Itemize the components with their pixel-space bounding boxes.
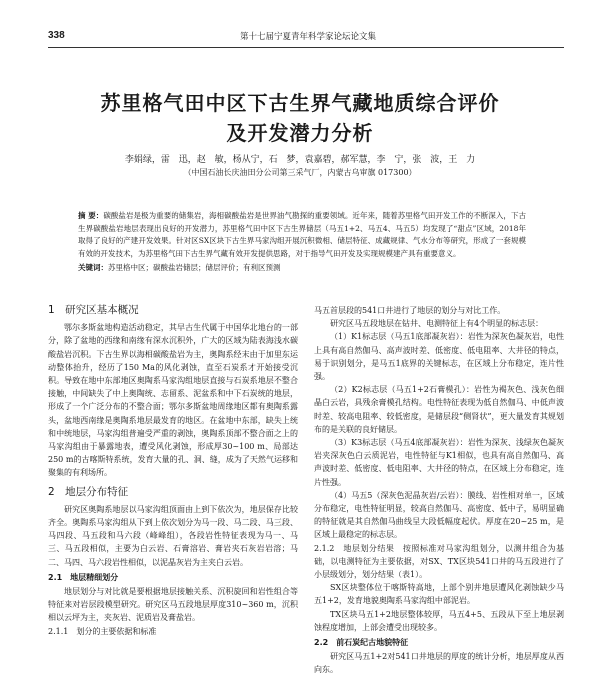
right-paragraph-2: 研究区马五段地层在钻井、电测特征上有4个明显的标志层： (330, 319, 544, 329)
header-rule (48, 47, 564, 48)
affiliation: （中国石油长庆油田分公司第三采气厂，内蒙古乌审旗 017300） (183, 168, 417, 177)
running-title: 第十七届宁夏青年科学家论坛论文集 (240, 31, 377, 41)
subsubsection-heading-2-1-1: 2.1.1 划分的主要依据和标准 (48, 626, 157, 636)
paper-title-line-2: 及开发潜力分析 (226, 121, 374, 145)
keywords (78, 262, 526, 274)
right-column (314, 304, 564, 677)
author-list: 李娟绿，雷 迅，赵 敏，杨从宁，石 梦，袁嘉碧，郝军慧，李 宁，张 波，王 力 (124, 155, 476, 165)
abstract (78, 210, 526, 260)
right-paragraph-1: 马五首层段的541口井进行了地层的划分与对比工作。 (314, 306, 506, 315)
subsection-2-2-paragraph: 研究区马五1+2对541口井地层的厚度的统计分析，地层厚度从西向东。 (314, 652, 564, 675)
abstract-text: 碳酸盐岩是极为重要的储集岩，海相碳酸盐岩是世界油气勘探的重要领域。近年来，随着苏里格气田开发工作的不断深入，下古生界碳酸盐岩地层表现出良好的开发潜力，苏里格气田中区下古生界储层（马五1+2、马五4、马五5）均发现了“甜点”区域，2018年取得了良好的产建开发效果。针对区SX区块下古生界马家沟组开展沉积微相、储层特征、成藏规律、气水分布等研究，形成了一套规模有效的开发技术，为苏里格气田下古生界气藏有效开发提供思路，对于指导气田开发及实现规模建产具有重要意义。 (78, 211, 526, 258)
page-number: 338 (48, 30, 65, 41)
marker-ma55: （4）马五5（深灰色泥晶灰岩/云岩）：膜线、岩性相对单一，区域分布稳定，电性特征明显，较高自然伽马、高密度、低中子，易明显确的特征就是其自然伽马曲线呈大段低幅度起伏。厚度在20~25 m，是区域上最稳定的标志层。 (314, 490, 564, 540)
marker-k3: （3）K3标志层（马五4底部凝灰岩）：岩性为深灰、浅绿灰色凝灰岩夹深灰色白云质泥岩，电性特征与K1相似，也具有高自然伽马、高声波时差、低密度、低电阻率、大井径的特点，在区域上分布稳定，连片性强。 (314, 438, 564, 487)
subsection-2-1-paragraph: 地层划分与对比就是要根据地层接触关系、沉积旋回和岩性组合等特征来对岩层段模型研究。研究区马五段地层厚度310~360 m，沉积相以云坪为主，夹灰岩、泥质岩及膏盐岩。 (48, 587, 298, 623)
running-header (48, 30, 564, 46)
section-2-paragraph: 研究区奥陶系地层以马家沟组顶面由上到下依次为，地层保存比较齐全。奥陶系马家沟组从下到上依次划分为马一段、马二段、马三段、马四段、马五段和马六段（峰峰组），各段岩性特征表现为马一、马三、马五段相似，主要为白云岩、石膏溶岩、膏岩夹石灰岩岩溶；马二、马四、马六段岩性相似，以泥晶灰岩为主夹白云岩。 (48, 504, 298, 567)
sx-block-paragraph: SX区块整体位于喀斯特高地，上部个别井地层遭风化剥蚀缺少马五1+2，发育地貌奥陶系马家沟组中部泥岩。 (314, 583, 564, 606)
keywords-text: 苏里格中区；碳酸盐岩储层；储层评价；有利区预测 (108, 263, 281, 272)
section-heading-1: 1 研究区基本概况 (48, 304, 139, 316)
keywords-label: 关键词： (78, 263, 108, 272)
left-column (48, 304, 298, 638)
marker-k2: （2）K2标志层（马五1+2石膏模孔）：岩性为褐灰色、浅灰色细晶白云岩，具残余膏模孔结构。电性特征表现为低自然伽马、中低声波时差、较高电阻率、较低密度，是储层段“侧肾状”，更大量发育其规划布的是关联的良好储层。 (314, 385, 564, 434)
marker-k1: （1）K1标志层（马五1底部凝灰岩）：岩性为深灰色凝灰岩，电性上具有高自然伽马、高声波时差、低密度、低电阻率、大井径的特点，易于识别划分，是马五1底界的关键标志，在区域上分布稳定，连片性强。 (314, 332, 564, 382)
abstract-label: 摘 要： (78, 211, 104, 220)
subsection-heading-2-1: 2.1 地层精细划分 (48, 572, 119, 582)
subsection-heading-2-2: 2.2 前石炭纪古地貌特征 (314, 638, 409, 648)
subsection-2-1-2: 2.1.2 地层划分结果 按照标准对马家沟组划分，以测井组合为基础，以电测特征为主要依据，对SX、TX区块541口井的马五段进行了小层级划分，划分结果（表1）。 (314, 543, 564, 580)
section-heading-2: 2 地层分布特征 (48, 485, 129, 498)
section-1-paragraph: 鄂尔多斯盆地构造活动稳定，其早古生代属于中国华北地台的一部分，除了盆地的西缘和南缘有深水沉积外，广大的区域为陆表海浅水碳酸盐岩沉积。下古生界以海相碳酸盐岩为主，奥陶系经末由于加里东运动整体抬升，经历了150 Ma的风化剥蚀，直至石炭系才开始接受沉积。导致在地中东部地区奥陶系马家沟组地层直接与石炭系地层不整合接触，中间缺失了中上奥陶统、志留系、泥盆系和中下石炭统的地层，形成了一个广泛分布的不整合面；鄂尔多斯盆地周缘地区都有奥陶系露头，盆地西南缘是奥陶系地层最发育的地区。在盆地中东部，缺失上统和中统地层，马家沟组普遍受严重的剥蚀，奥陶系顶部不整合面之上的马家沟组由于暴露地表，遭受风化剥蚀，形成厚30~100 m、局部达250 m的古喀斯特系统，发育大量的孔、洞、缝，成为了天然气运移和聚集的有利场所。 (48, 323, 298, 478)
tx-block-paragraph: TX区块马五1+2地层整体较厚，马五4+5、五段从下至上地层剥蚀程度增加，上部会遭受出现较多。 (314, 609, 564, 632)
paper-title-line-1: 苏里格气田中区下古生界气藏地质综合评价 (100, 91, 500, 115)
